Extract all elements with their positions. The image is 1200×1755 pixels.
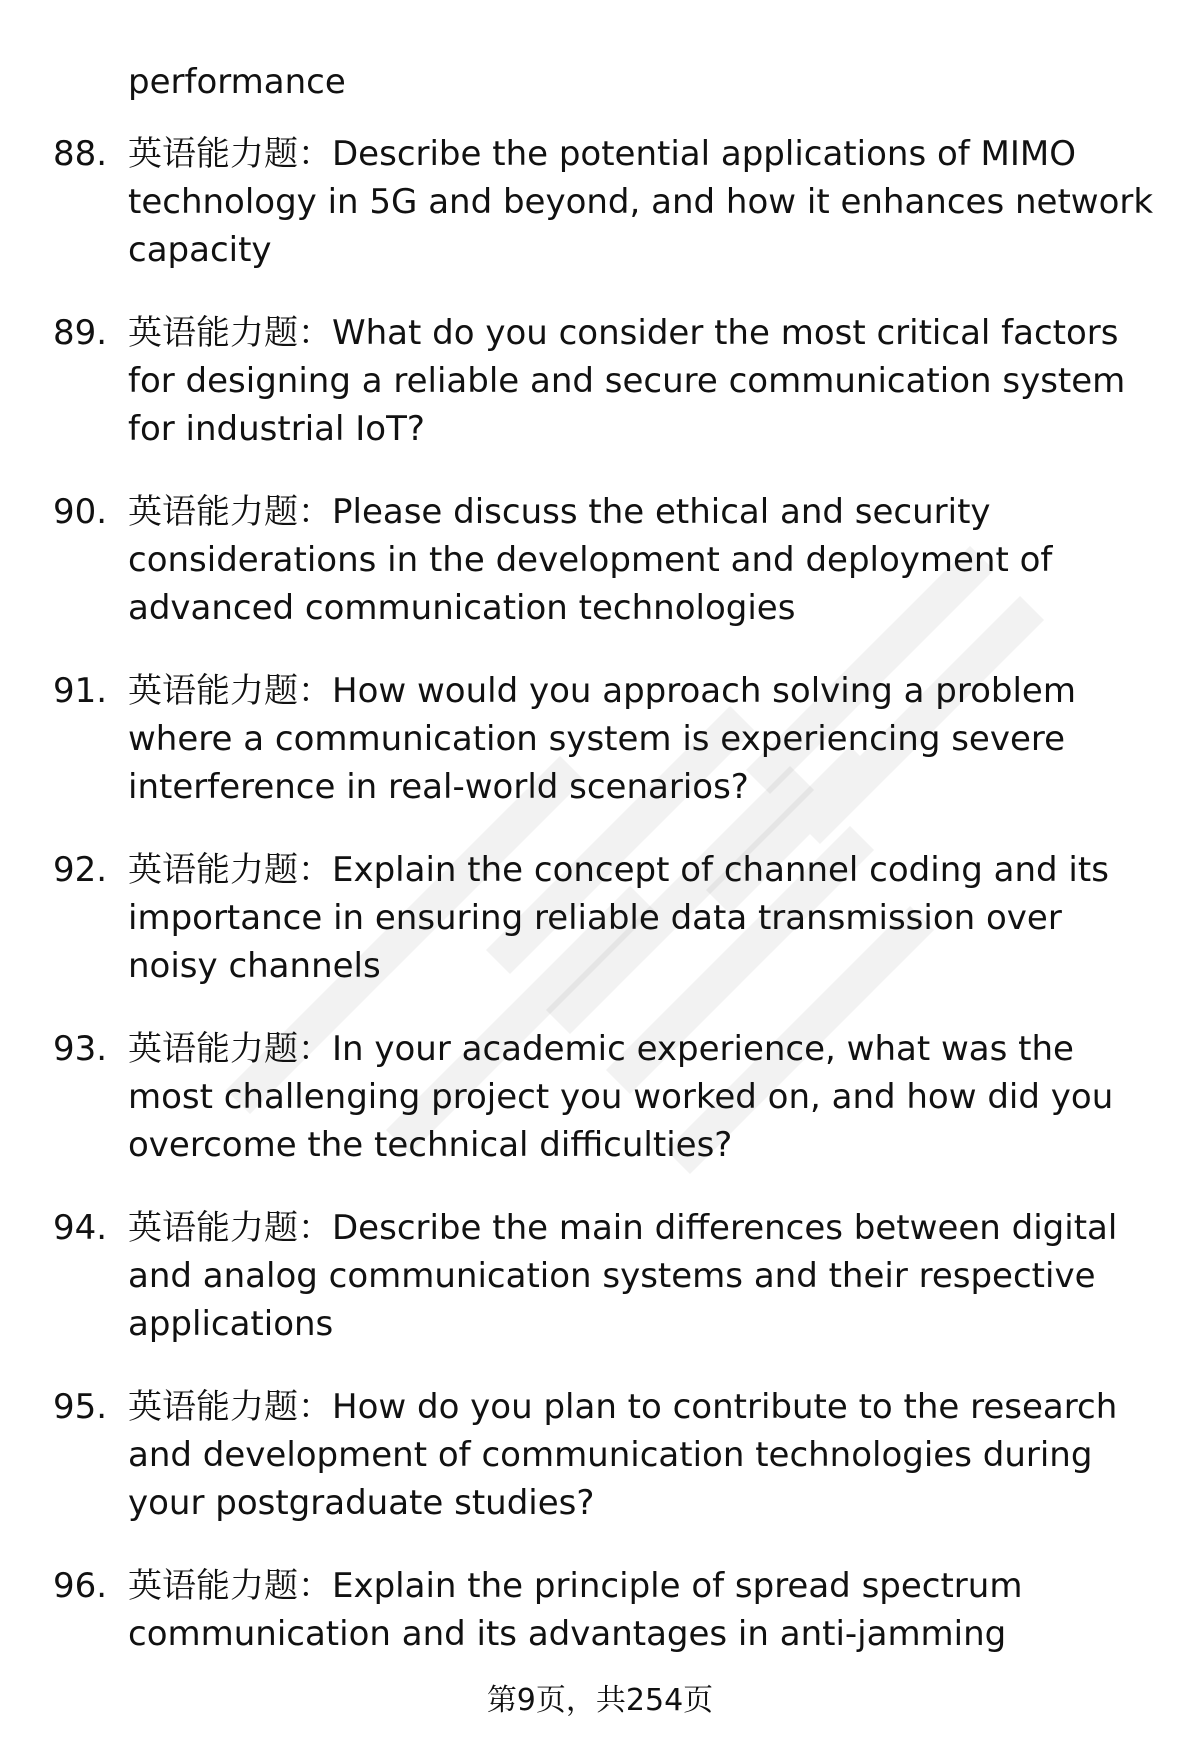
question-number: 95. [53, 1387, 108, 1427]
question-96 [0, 1562, 1200, 1658]
question-text: What do you consider the most critical factors for designing a reliable and secure communication system for industrial IoT? [128, 313, 1126, 449]
question-category: 英语能力题： [128, 134, 332, 174]
question-category: 英语能力题： [128, 313, 332, 353]
question-text: How do you plan to contribute to the research and development of communication technologies during your postgraduate studies? [128, 1387, 1118, 1523]
question-91 [0, 667, 1200, 811]
question-94 [0, 1204, 1200, 1348]
page-footer: 第9页，共254页 [486, 1683, 714, 1718]
question-text: Explain the principle of spread spectrum communication and its advantages in anti-jamming [128, 1566, 1023, 1654]
question-92 [0, 846, 1200, 990]
question-text: In your academic experience, what was the most challenging project you worked on, and how did you overcome the technical difficulties? [128, 1029, 1114, 1165]
question-category: 英语能力题： [128, 671, 332, 711]
question-list [0, 130, 1200, 1693]
continued-text: performance [128, 62, 346, 102]
question-text: Explain the concept of channel coding and its importance in ensuring reliable data transmission over noisy channels [128, 850, 1109, 986]
question-category: 英语能力题： [128, 1029, 332, 1069]
question-number: 93. [53, 1029, 108, 1069]
question-text: Describe the main differences between digital and analog communication systems and their respective applications [128, 1208, 1118, 1344]
question-number: 89. [53, 313, 108, 353]
question-95 [0, 1383, 1200, 1527]
question-number: 91. [53, 671, 108, 711]
question-number: 90. [53, 492, 108, 532]
question-number: 92. [53, 850, 108, 890]
question-text: Describe the potential applications of MIMO technology in 5G and beyond, and how it enhances network capacity [128, 134, 1154, 270]
question-88 [0, 130, 1200, 274]
question-text: How would you approach solving a problem where a communication system is experiencing severe interference in real-world scenarios? [128, 671, 1076, 807]
question-number: 96. [53, 1566, 108, 1606]
question-category: 英语能力题： [128, 1566, 332, 1606]
question-number: 94. [53, 1208, 108, 1248]
question-category: 英语能力题： [128, 1387, 332, 1427]
question-text: Please discuss the ethical and security considerations in the development and deployment of advanced communication technologies [128, 492, 1053, 628]
question-category: 英语能力题： [128, 1208, 332, 1248]
question-89 [0, 309, 1200, 453]
question-number: 88. [53, 134, 108, 174]
question-category: 英语能力题： [128, 850, 332, 890]
question-93 [0, 1025, 1200, 1169]
question-category: 英语能力题： [128, 492, 332, 532]
question-90 [0, 488, 1200, 632]
